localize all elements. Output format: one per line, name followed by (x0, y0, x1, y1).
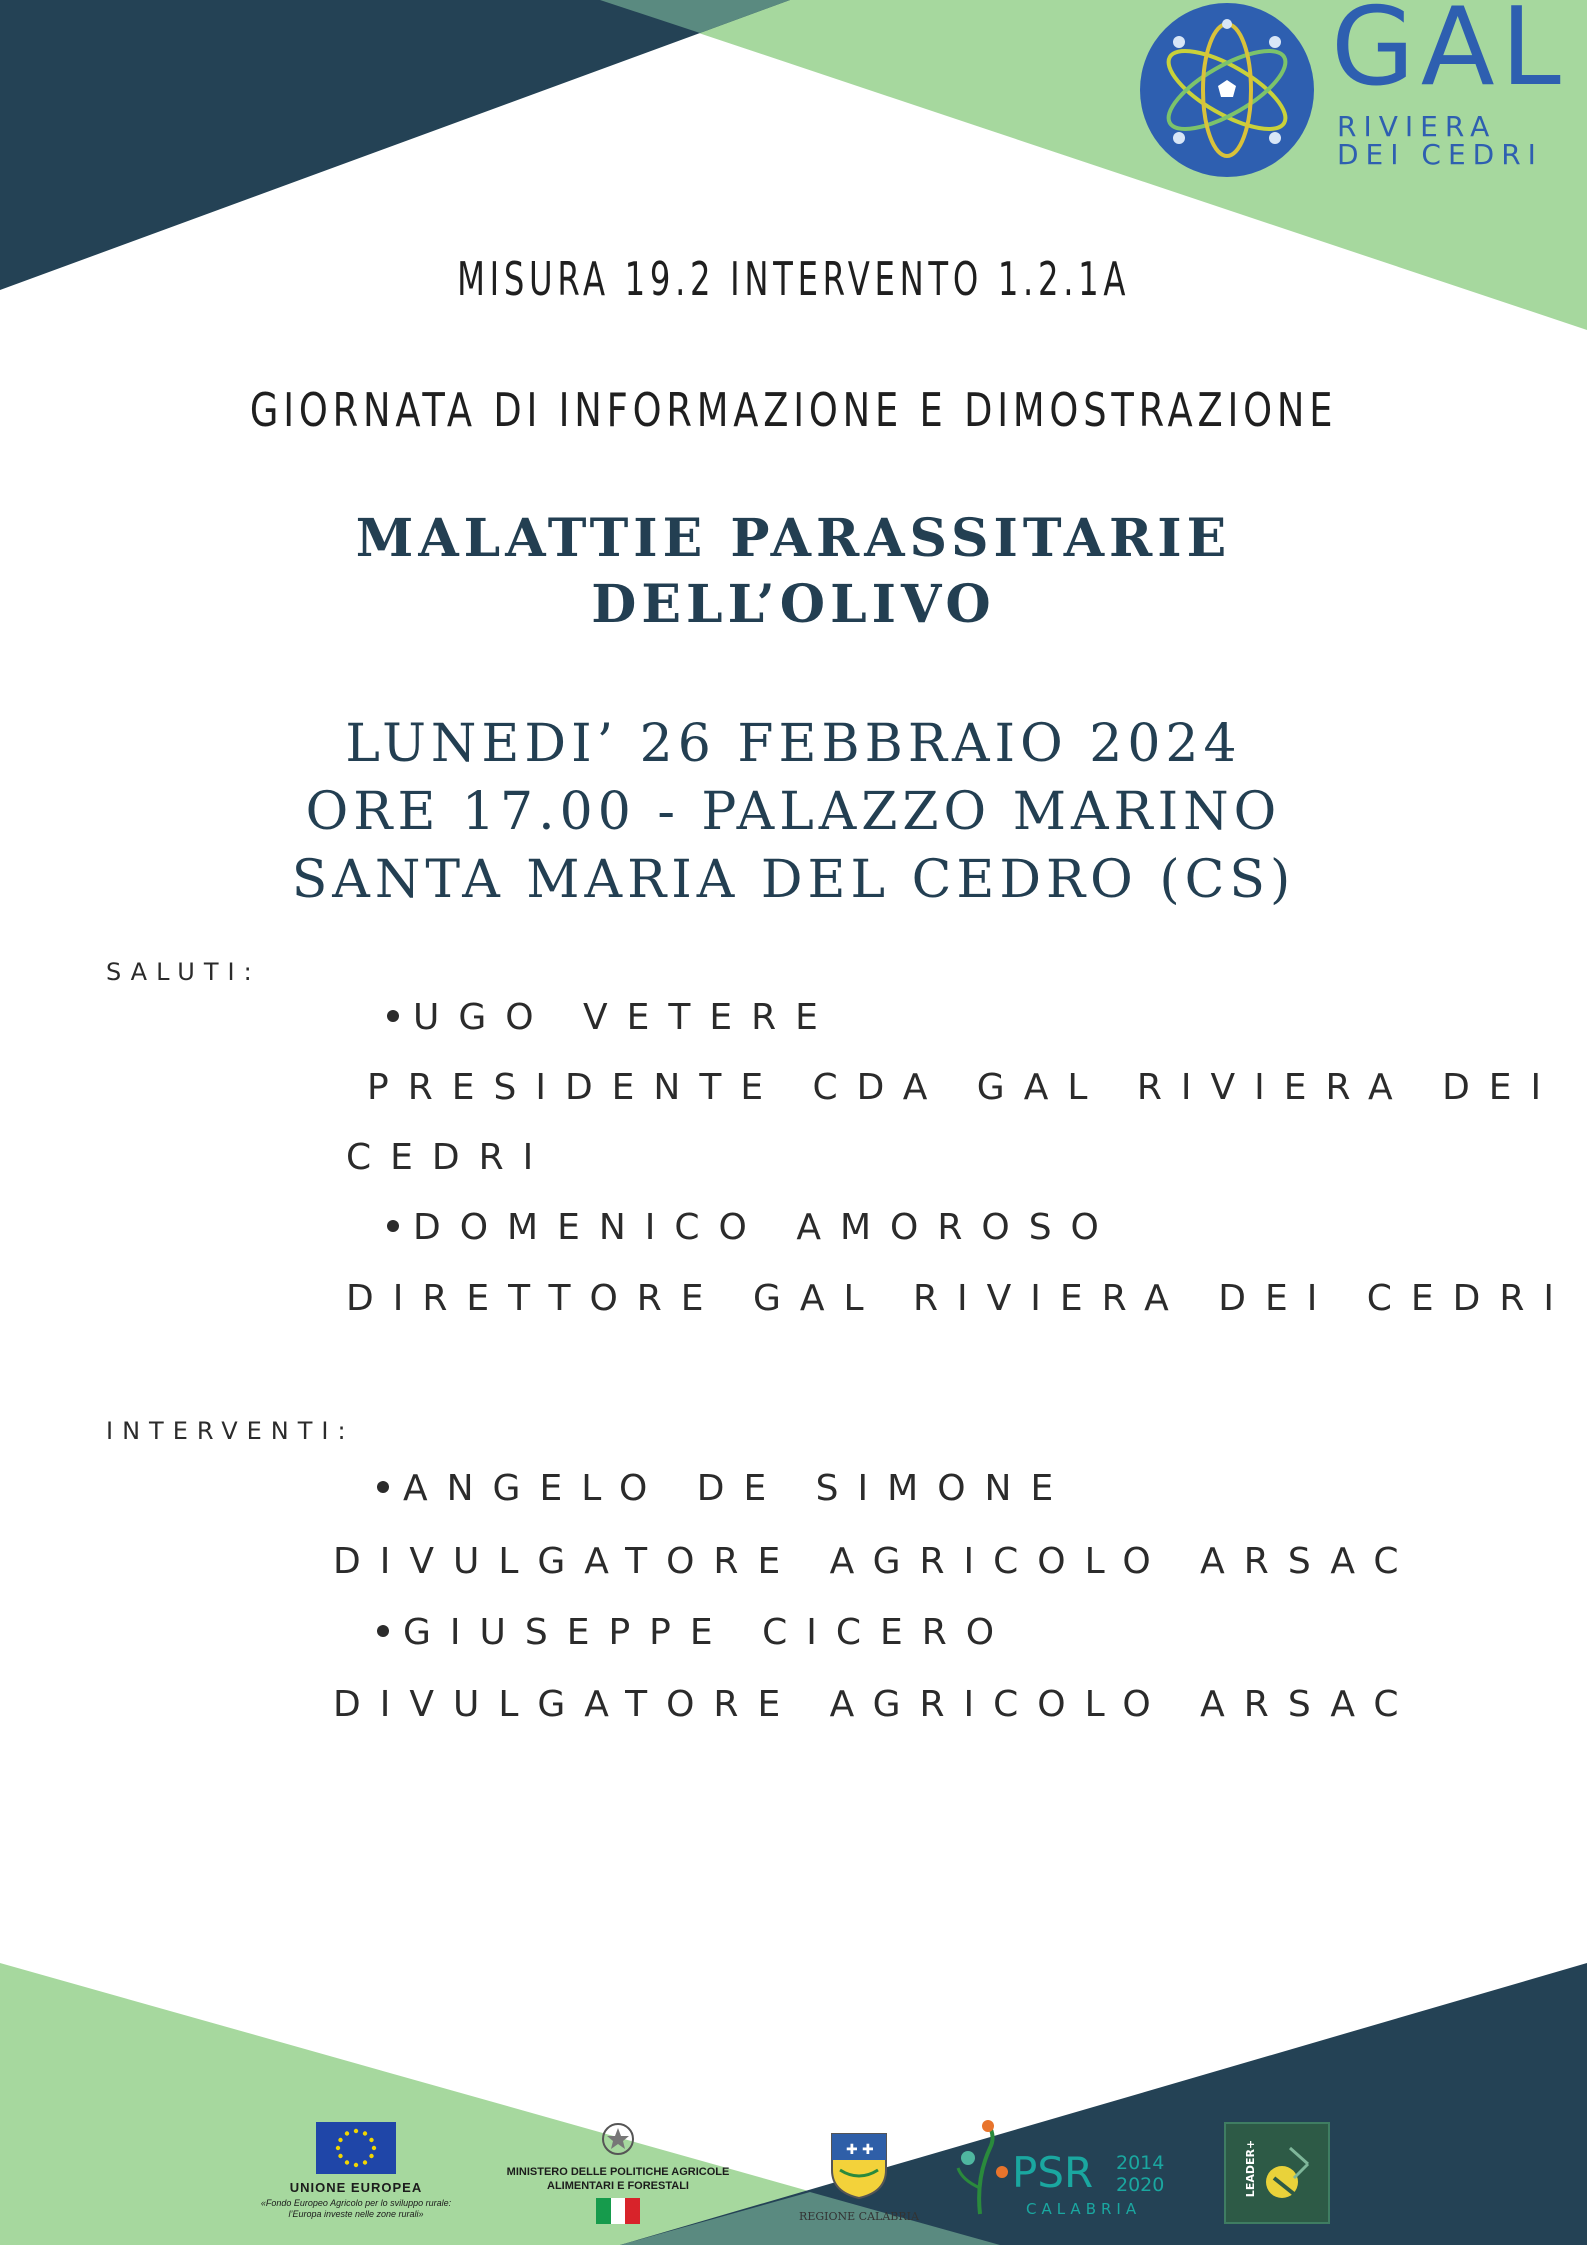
eu-logo (236, 2122, 476, 2218)
event-date: LUNEDI’ 26 FEBBRAIO 2024 (345, 714, 1242, 774)
psr-region: CALABRIA (1026, 2200, 1142, 2218)
speaker-name (377, 1468, 1073, 1509)
psr-year-start: 2014 (1116, 2152, 1165, 2174)
eu-flag-icon (316, 2122, 396, 2174)
speaker-role: DIRETTORE GAL RIVIERA DEI CEDRI (346, 1278, 1574, 1319)
saluti-label: SALUTI: (106, 958, 261, 986)
speaker-name-text: DOMENICO AMOROSO (413, 1207, 1118, 1248)
eu-caption-line2: l’Europa investe nelle zone rurali» (288, 2209, 424, 2219)
event-title-line1: MALATTIE PARASSITARIE (355, 508, 1232, 569)
speaker-name (387, 997, 837, 1038)
speaker-role: DIVULGATORE AGRICOLO ARSAC (333, 1541, 1418, 1582)
leader-label: LEADER+ (1244, 2139, 1258, 2198)
speaker-role: PRESIDENTE CDA GAL RIVIERA DEI (367, 1067, 1561, 1108)
leader-emblem-icon (1256, 2138, 1316, 2208)
psr-plant-icon (950, 2118, 1014, 2218)
ministry-logo (476, 2122, 760, 2222)
eu-caption-line1: «Fondo Europeo Agricolo per lo sviluppo rurale: (260, 2198, 452, 2208)
regione-calabria-emblem-icon (828, 2130, 890, 2200)
speaker-role-continued: CEDRI (346, 1137, 553, 1178)
event-time-place: ORE 17.00 - PALAZZO MARINO (305, 782, 1282, 842)
bullet-icon (387, 1220, 399, 1232)
svg-text:✚: ✚ (846, 2142, 858, 2158)
gal-logo-line2: DEI CEDRI (1337, 138, 1543, 171)
gal-logo (1139, 2, 1587, 182)
interventi-label: INTERVENTI: (106, 1417, 355, 1445)
gal-logo-name: GAL (1331, 0, 1567, 110)
speaker-name-text: UGO VETERE (413, 997, 837, 1038)
psr-logo (950, 2118, 1170, 2222)
event-details (0, 710, 1587, 914)
gal-emblem-icon (1139, 2, 1315, 178)
speaker-name-text: GIUSEPPE CICERO (403, 1612, 1014, 1653)
svg-text:✚: ✚ (862, 2142, 874, 2158)
event-location: SANTA MARIA DEL CEDRO (CS) (291, 850, 1296, 910)
regione-logo (786, 2130, 932, 2226)
italian-flag-icon (596, 2198, 640, 2224)
top-left-navy-triangle (0, 0, 790, 290)
speaker-name (377, 1612, 1014, 1653)
speaker-name (387, 1207, 1118, 1248)
psr-label: PSR (1012, 2148, 1094, 2197)
italian-emblem-icon (601, 2122, 635, 2156)
event-title (0, 506, 1587, 638)
ministry-line1: MINISTERO DELLE POLITICHE AGRICOLE (506, 2166, 730, 2178)
ministry-line2: ALIMENTARI E FORESTALI (547, 2180, 689, 2192)
psr-year-end: 2020 (1116, 2174, 1165, 2196)
bullet-icon (377, 1625, 389, 1637)
leader-logo (1224, 2122, 1330, 2224)
speaker-role: DIVULGATORE AGRICOLO ARSAC (333, 1684, 1418, 1725)
bullet-icon (387, 1010, 399, 1022)
event-type-heading: GIORNATA DI INFORMAZIONE E DIMOSTRAZIONE (249, 383, 1338, 437)
eu-title: UNIONE EUROPEA (289, 2180, 423, 2195)
regione-label: REGIONE CALABRIA (799, 2210, 919, 2223)
gal-logo-line1: RIVIERA (1337, 110, 1497, 143)
speaker-name-text: ANGELO DE SIMONE (403, 1468, 1073, 1509)
event-title-line2: DELL’OLIVO (591, 574, 996, 635)
bullet-icon (377, 1481, 389, 1493)
measure-heading: MISURA 19.2 INTERVENTO 1.2.1A (457, 252, 1131, 306)
